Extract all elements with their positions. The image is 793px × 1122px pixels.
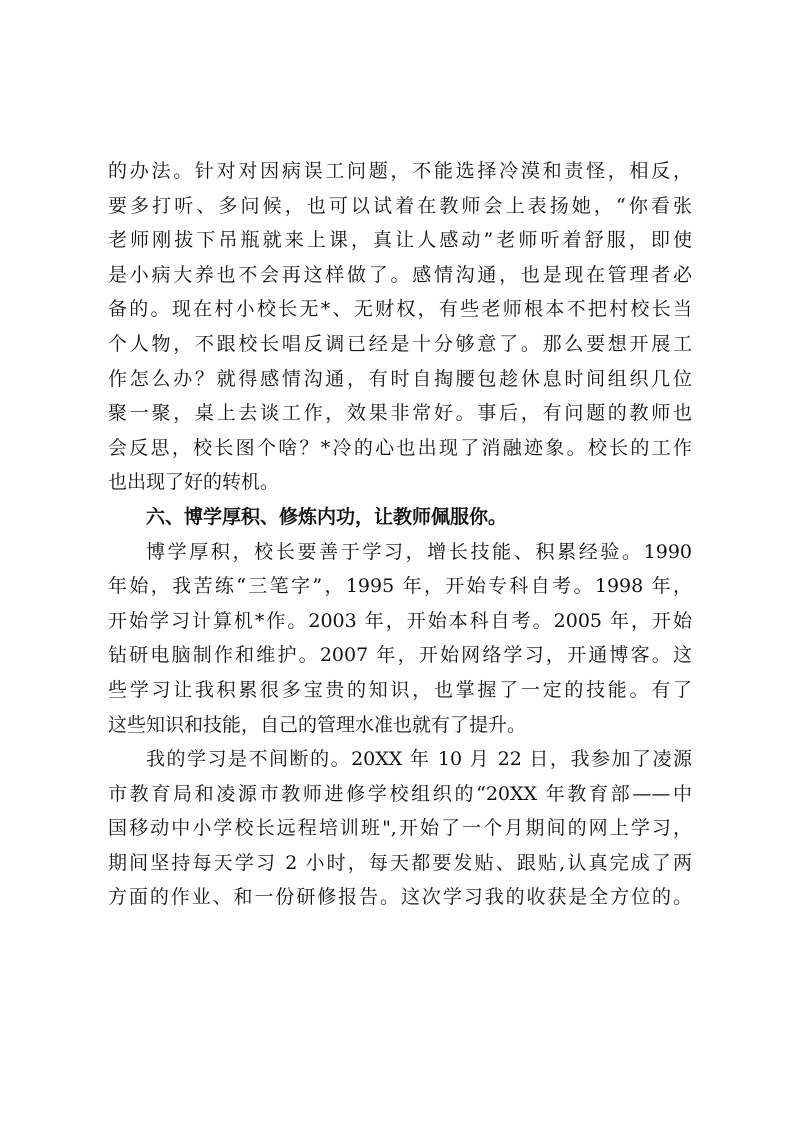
text-line: 的办法。针对对因病误工问题，不能选择冷漠和责怪，相反， bbox=[108, 160, 692, 182]
text-line: 些学习让我积累很多宝贵的知识，也掌握了一定的技能。有了 bbox=[108, 678, 692, 701]
text-line: 也出现了好的转机。 bbox=[108, 471, 280, 494]
text-line: 备的。现在村小校长无*、无财权，有些老师根本不把村校长当 bbox=[108, 298, 692, 321]
text-line: 会反思，校长图个啥？*冷的心也出现了消融迹象。校长的工作 bbox=[108, 436, 692, 459]
body-text bbox=[108, 154, 692, 915]
text-line: 个人物，不跟校长唱反调已经是十分够意了。那么要想开展工 bbox=[108, 332, 692, 355]
text-line: 要多打听、多问候，也可以试着在教师会上表扬她，“你看张 bbox=[108, 194, 692, 217]
section-heading: 六、博学厚积、修炼内功，让教师佩服你。 bbox=[146, 505, 508, 528]
text-line: 钻研电脑制作和维护。2007 年，开始网络学习，开通博客。这 bbox=[108, 644, 692, 667]
text-line: 博学厚积，校长要善于学习，增长技能、积累经验。1990 bbox=[146, 540, 692, 563]
text-line: 我的学习是不间断的。20XX 年 10 月 22 日，我参加了凌源 bbox=[146, 748, 692, 771]
text-line: 这些知识和技能，自己的管理水准也就有了提升。 bbox=[108, 713, 527, 736]
text-line: 国移动中小学校长远程培训班",开始了一个月期间的网上学习， bbox=[108, 817, 692, 840]
text-line: 期间坚持每天学习 2 小时，每天都要发贴、跟贴,认真完成了两 bbox=[108, 851, 692, 874]
text-line: 作怎么办？就得感情沟通，有时自掏腰包趁休息时间组织几位 bbox=[108, 367, 692, 390]
text-line: 聚一聚，桌上去谈工作，效果非常好。事后，有问题的教师也 bbox=[108, 402, 692, 425]
text-line: 市教育局和凌源市教师进修学校组织的“20XX 年教育部——中 bbox=[108, 782, 692, 805]
text-line: 开始学习计算机*作。2003 年，开始本科自考。2005 年，开始 bbox=[108, 609, 692, 632]
text-line: 年始，我苦练“三笔字”，1995 年，开始专科自考。1998 年， bbox=[108, 575, 692, 598]
text-line: 方面的作业、和一份研修报告。这次学习我的收获是全方位的。 bbox=[108, 886, 692, 909]
text-line: 是小病大养也不会再这样做了。感情沟通，也是现在管理者必 bbox=[108, 263, 692, 286]
text-line: 老师刚拔下吊瓶就来上课，真让人感动”老师听着舒服，即使 bbox=[108, 229, 692, 252]
